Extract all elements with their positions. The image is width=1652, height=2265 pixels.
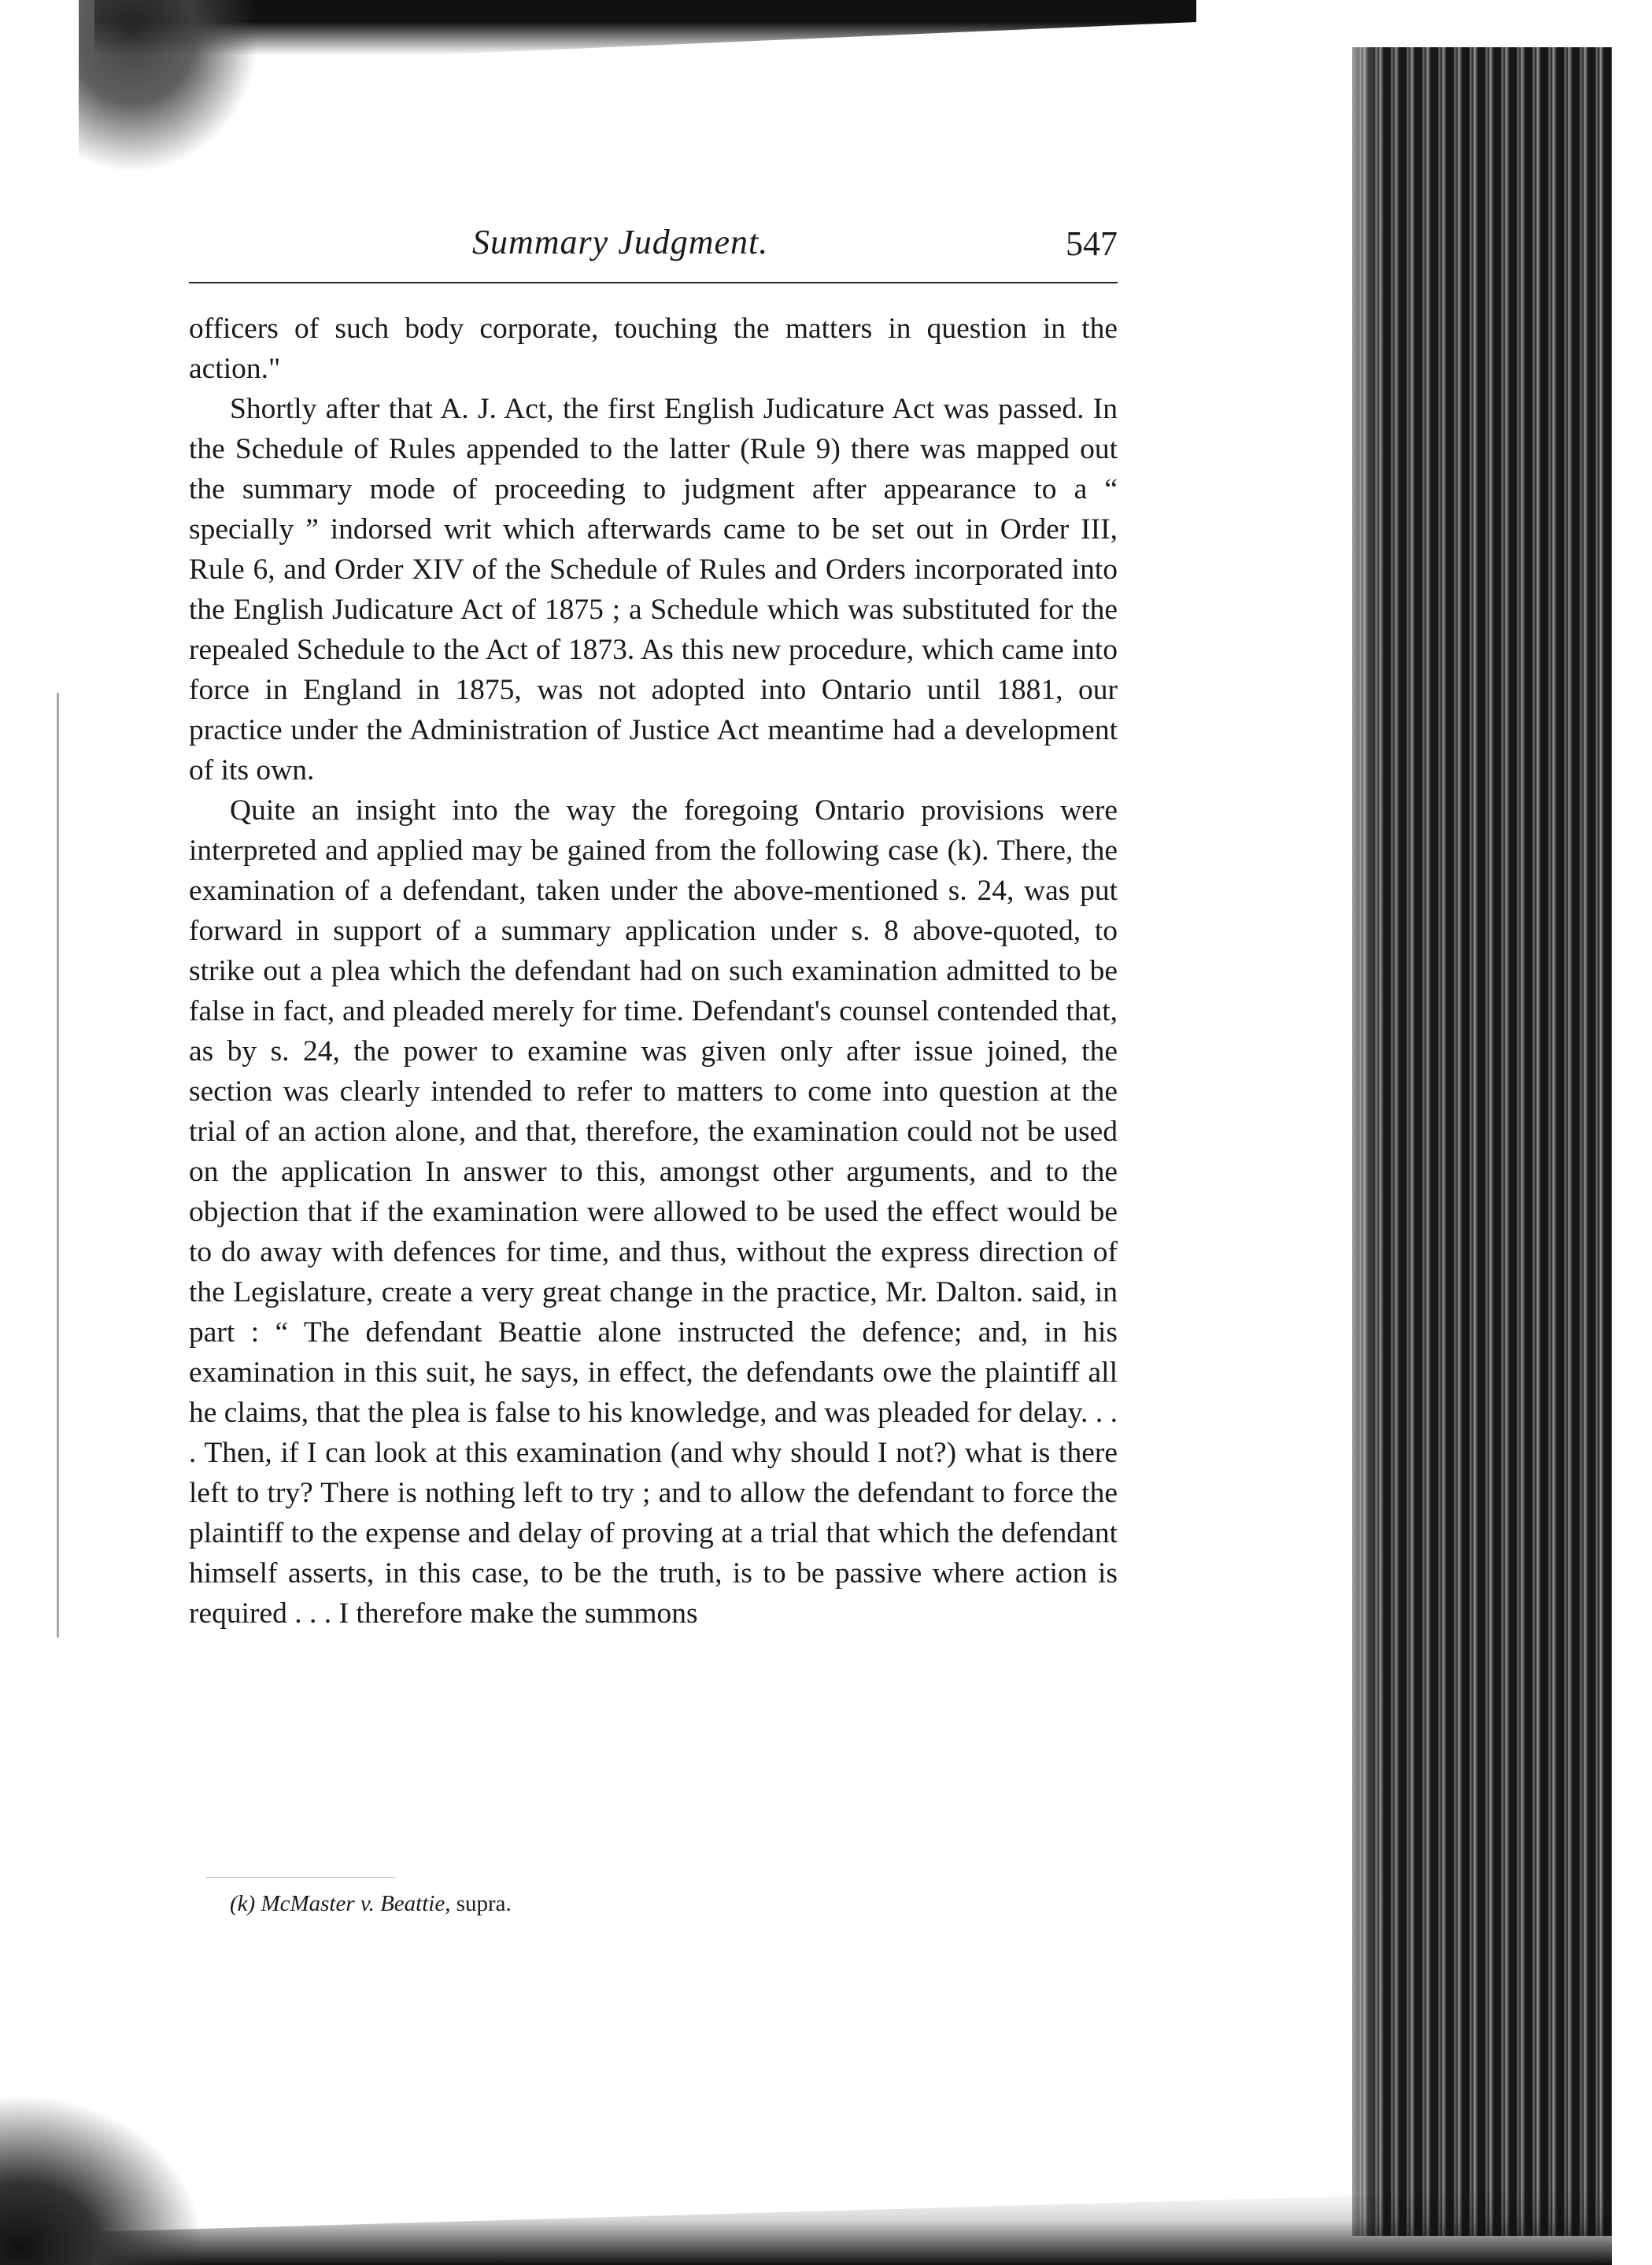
scan-edge-fade — [1338, 47, 1385, 2236]
footnote — [230, 1888, 1096, 1919]
running-title: Summary Judgment. — [472, 223, 769, 261]
paragraph: Shortly after that A. J. Act, the first English Judicature Act was passed. In the Schedule of Rules appended to the latter (Rule 9) there was mapped out the summary mode of proceeding to judgment after appearance to a “ specially ” indorsed writ which afterwards came to be set out in Order III, Rule 6, and Order XIV of the Schedule of Rules and Orders incorporated into the English Judicature Act of 1875 ; a Schedule which was substituted for the repealed Schedule to the Act of 1873. As this new procedure, which came into force in England in 1875, was not adopted into Ontario until 1881, our practice under the Administration of Justice Act meantime had a development of its own. — [189, 393, 1118, 786]
paragraph: Quite an insight into the way the foregoing Ontario provisions were interpreted and applied may be gained from the following case (k). There, the examination of a defendant, taken under the above-mentioned s. 24, was put forward in support of a summary application under s. 8 above-quoted, to strike out a plea which the defendant had on such examination admitted to be false in fact, and pleaded merely for time. Defendant's counsel contended that, as by s. 24, the power to examine was given only after issue joined, the section was clearly intended to refer to matters to come into question at the trial of an action alone, and that, therefore, the examination could not be used on the application In answer to this, amongst other arguments, and to the objection that if the examination were allowed to be used the effect would be to do away with defences for time, and thus, without the express direction of the Legislature, create a very great change in the practice, Mr. Dalton. said, in part : “ The defendant Beattie alone instructed the defence; and, in his examination in this suit, he says, in effect, the defendants owe the plaintiff all he claims, that the plea is false to his knowledge, and was pleaded for delay. . . . Then, if I can look at this examination (and why should I not?) what is there left to try? There is nothing left to try ; and to allow the defendant to force the plaintiff to the expense and delay of proving at a trial that which the defendant himself asserts, in this case, to be the truth, is to be passive where action is required . . . I therefore make the summons — [189, 794, 1118, 1630]
footnote-text: supra. — [456, 1891, 512, 1916]
page-number: 547 — [1066, 224, 1118, 263]
footnote-rule — [206, 1877, 395, 1878]
body-text — [189, 309, 1118, 1634]
footnote-marker: (k) — [230, 1891, 256, 1916]
scan-margin-mark — [57, 693, 59, 1638]
footnote-case-name: McMaster v. Beattie, — [261, 1891, 451, 1916]
scan-shadow-corner-top-left — [79, 0, 260, 173]
scan-shadow-top — [94, 0, 1196, 55]
page-header — [189, 222, 1118, 277]
paragraph-continuation: officers of such body corporate, touching the matters in question in the action." — [189, 313, 1118, 385]
scan-shadow-corner-bottom-left — [0, 2094, 205, 2265]
header-rule — [189, 282, 1118, 283]
scan-shadow-bottom — [0, 2189, 1612, 2265]
scan-margin-right — [1612, 0, 1652, 2265]
scan-binding-edge — [1352, 47, 1612, 2236]
